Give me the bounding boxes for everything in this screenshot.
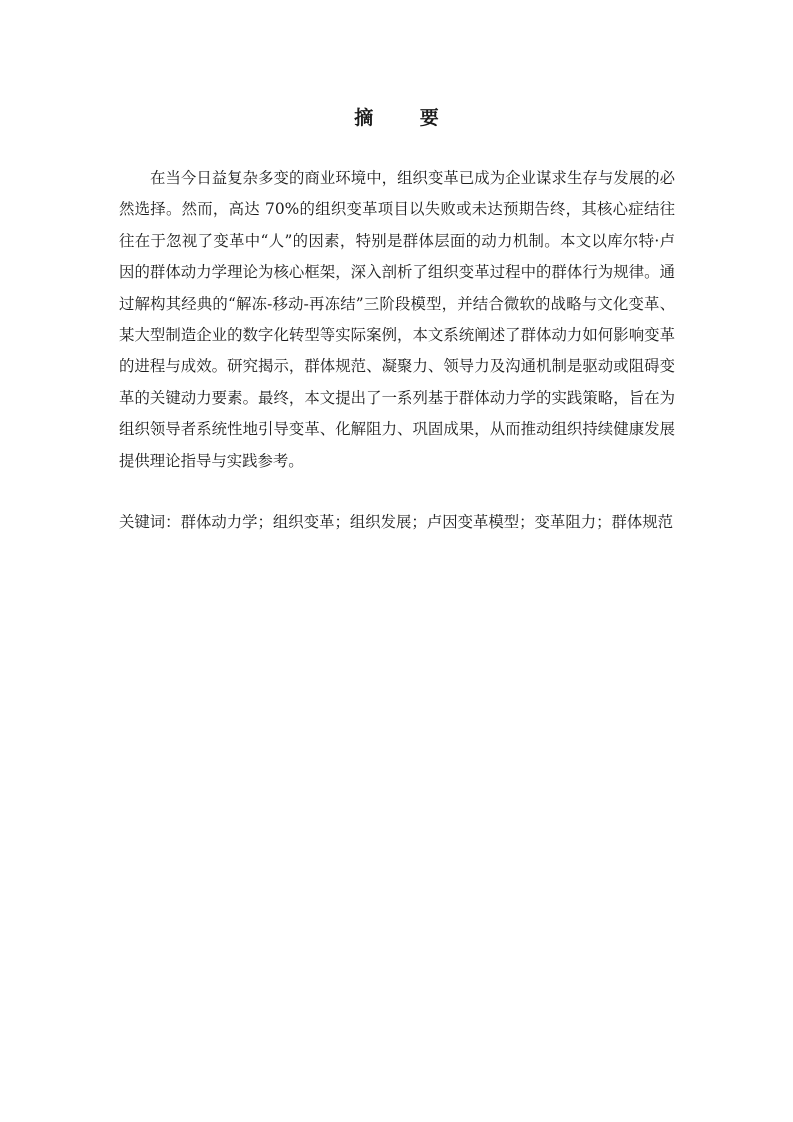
abstract-heading: 摘 要 bbox=[354, 107, 459, 129]
abstract-body: 在当今日益复杂多变的商业环境中，组织变革已成为企业谋求生存与发展的必然选择。然而，高达 70%的组织变革项目以失败或未达预期告终，其核心症结往往在于忽视了变革中“人”的因素，特别是群体层面的动力机制。本文以库尔特·卢因的群体动力学理论为核心框架，深入剖析了组织变革过程中的群体行为规律。通过解构其经典的“解冻-移动-再冻结”三阶段模型，并结合微软的战略与文化变革、某大型制造企业的数字化转型等实际案例，本文系统阐述了群体动力如何影响变革的进程与成效。研究揭示，群体规范、凝聚力、领导力及沟通机制是驱动或阻碍变革的关键动力要素。最终，本文提出了一系列基于群体动力学的实践策略，旨在为组织领导者系统性地引导变革、化解阻力、巩固成果，从而推动组织持续健康发展提供理论指导与实践参考。 bbox=[119, 169, 675, 470]
keywords-line: 关键词：群体动力学；组织变革；组织发展；卢因变革模型；变革阻力；群体规范 bbox=[119, 513, 674, 531]
